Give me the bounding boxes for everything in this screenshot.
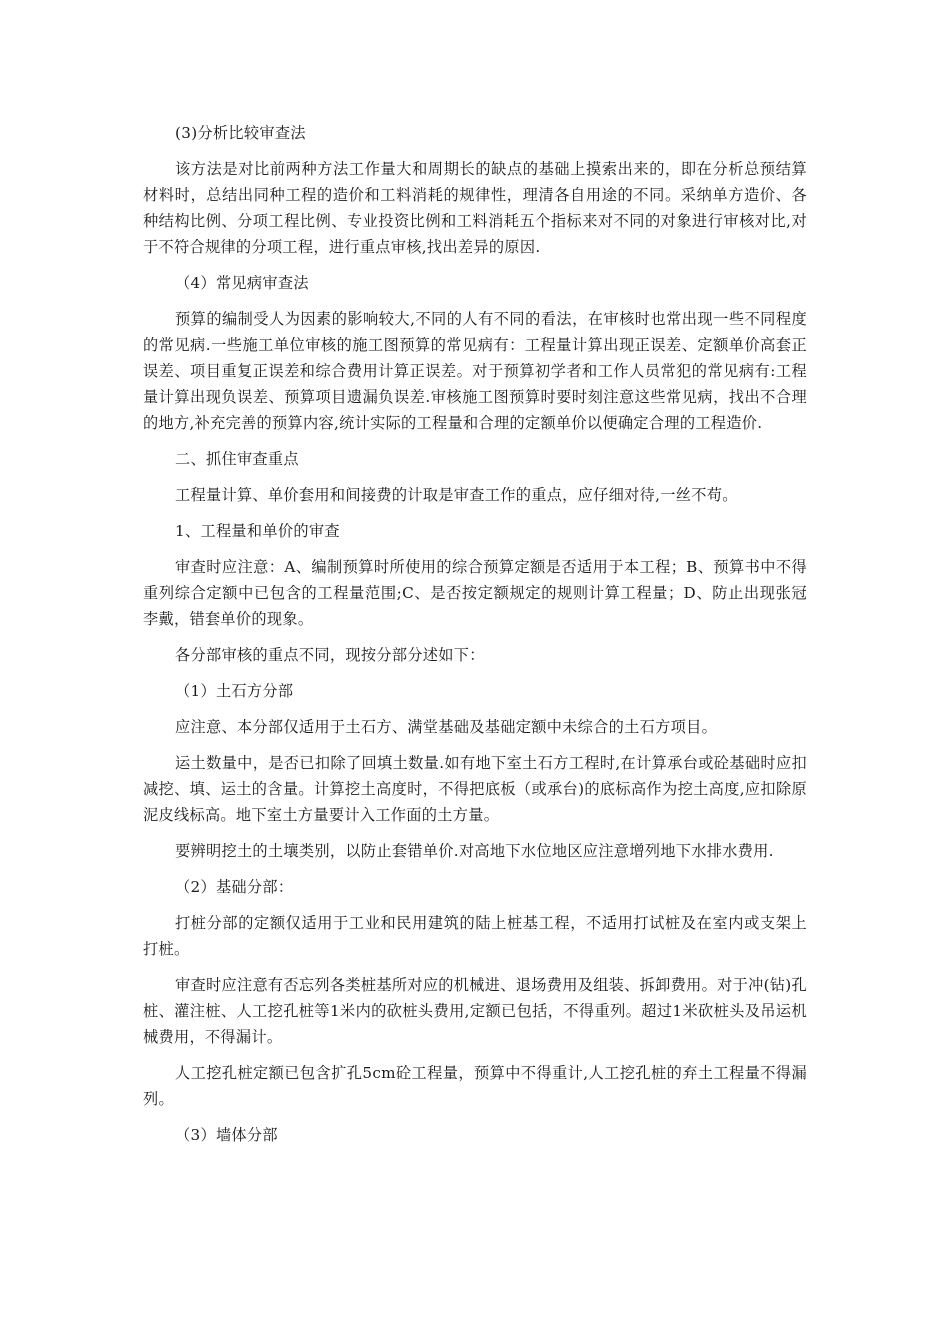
paragraph-foundation-review: 审查时应注意有否忘列各类桩基所对应的机械进、退场费用及组装、拆卸费用。对于冲(钻)孔桩、灌注桩、人工挖孔桩等1米内的砍桩头费用,定额已包括，不得重列。超过1米砍桩头及吊运机械费用，不得漏计。 — [143, 976, 807, 1046]
section-heading-common-errors: （4）常见病审查法 — [175, 274, 309, 292]
paragraph-analysis-comparison: 该方法是对比前两种方法工作量大和周期长的缺点的基础上摸索出来的，即在分析总预结算材料时，总结出同种工程的造价和工料消耗的规律性，理清各自用途的不同。采纳单方造价、各种结构比例、分项工程比例、专业投资比例和工料消耗五个指标来对不同的对象进行审核对比,对于不符合规律的分项工程，进行重点审核,找出差异的原因. — [143, 160, 807, 256]
paragraph-subsection-intro: 各分部审核的重点不同，现按分部分述如下： — [175, 646, 485, 664]
section-heading-review-focus: 二、抓住审查重点 — [175, 450, 299, 468]
section-heading-wall: （3）墙体分部 — [175, 1126, 278, 1144]
section-heading-quantity-price: 1、工程量和单价的审查 — [175, 522, 340, 540]
section-heading-foundation: （2）基础分部： — [175, 878, 294, 896]
paragraph-foundation-piling: 打桩分部的定额仅适用于工业和民用建筑的陆上桩基工程，不适用打试桩及在室内或支架上打桩。 — [143, 914, 807, 958]
document-body — [143, 120, 807, 1158]
paragraph-review-focus: 工程量计算、单价套用和间接费的计取是审查工作的重点，应仔细对待,一丝不苟。 — [175, 486, 738, 504]
paragraph-earthwork-transport: 运土数量中，是否已扣除了回填土数量.如有地下室土石方工程时,在计算承台或砼基础时应扣减挖、填、运土的含量。计算挖土高度时，不得把底板（或承台)的底标高作为挖土高度,应扣除原泥皮线标高。地下室土方量要计入工作面的土方量。 — [143, 754, 807, 824]
section-heading-analysis-comparison: (3)分析比较审查法 — [175, 124, 306, 142]
paragraph-foundation-manual-pile: 人工挖孔桩定额已包含扩孔5cm砼工程量，预算中不得重计,人工挖孔桩的弃土工程量不得漏列。 — [143, 1064, 807, 1108]
paragraph-common-errors: 预算的编制受人为因素的影响较大,不同的人有不同的看法，在审核时也常出现一些不同程度的常见病.一些施工单位审核的施工图预算的常见病有：工程量计算出现正误差、定额单价高套正误差、项目重复正误差和综合费用计算正误差。对于预算初学者和工作人员常犯的常见病有:工程量计算出现负误差、预算项目遗漏负误差.审核施工图预算时要时刻注意这些常见病，找出不合理的地方,补充完善的预算内容,统计实际的工程量和合理的定额单价以便确定合理的工程造价. — [143, 310, 807, 432]
paragraph-quantity-price: 审查时应注意：A、编制预算时所使用的综合预算定额是否适用于本工程；B、预算书中不得重列综合定额中已包含的工程量范围;C、是否按定额规定的规则计算工程量；D、防止出现张冠李戴，错套单价的现象。 — [143, 558, 807, 628]
paragraph-earthwork-soil: 要辨明挖土的土壤类别，以防止套错单价.对高地下水位地区应注意增列地下水排水费用. — [175, 842, 774, 860]
paragraph-earthwork-scope: 应注意、本分部仅适用于土石方、满堂基础及基础定额中未综合的土石方项目。 — [175, 718, 718, 736]
section-heading-earthwork: （1）土石方分部 — [175, 682, 294, 700]
